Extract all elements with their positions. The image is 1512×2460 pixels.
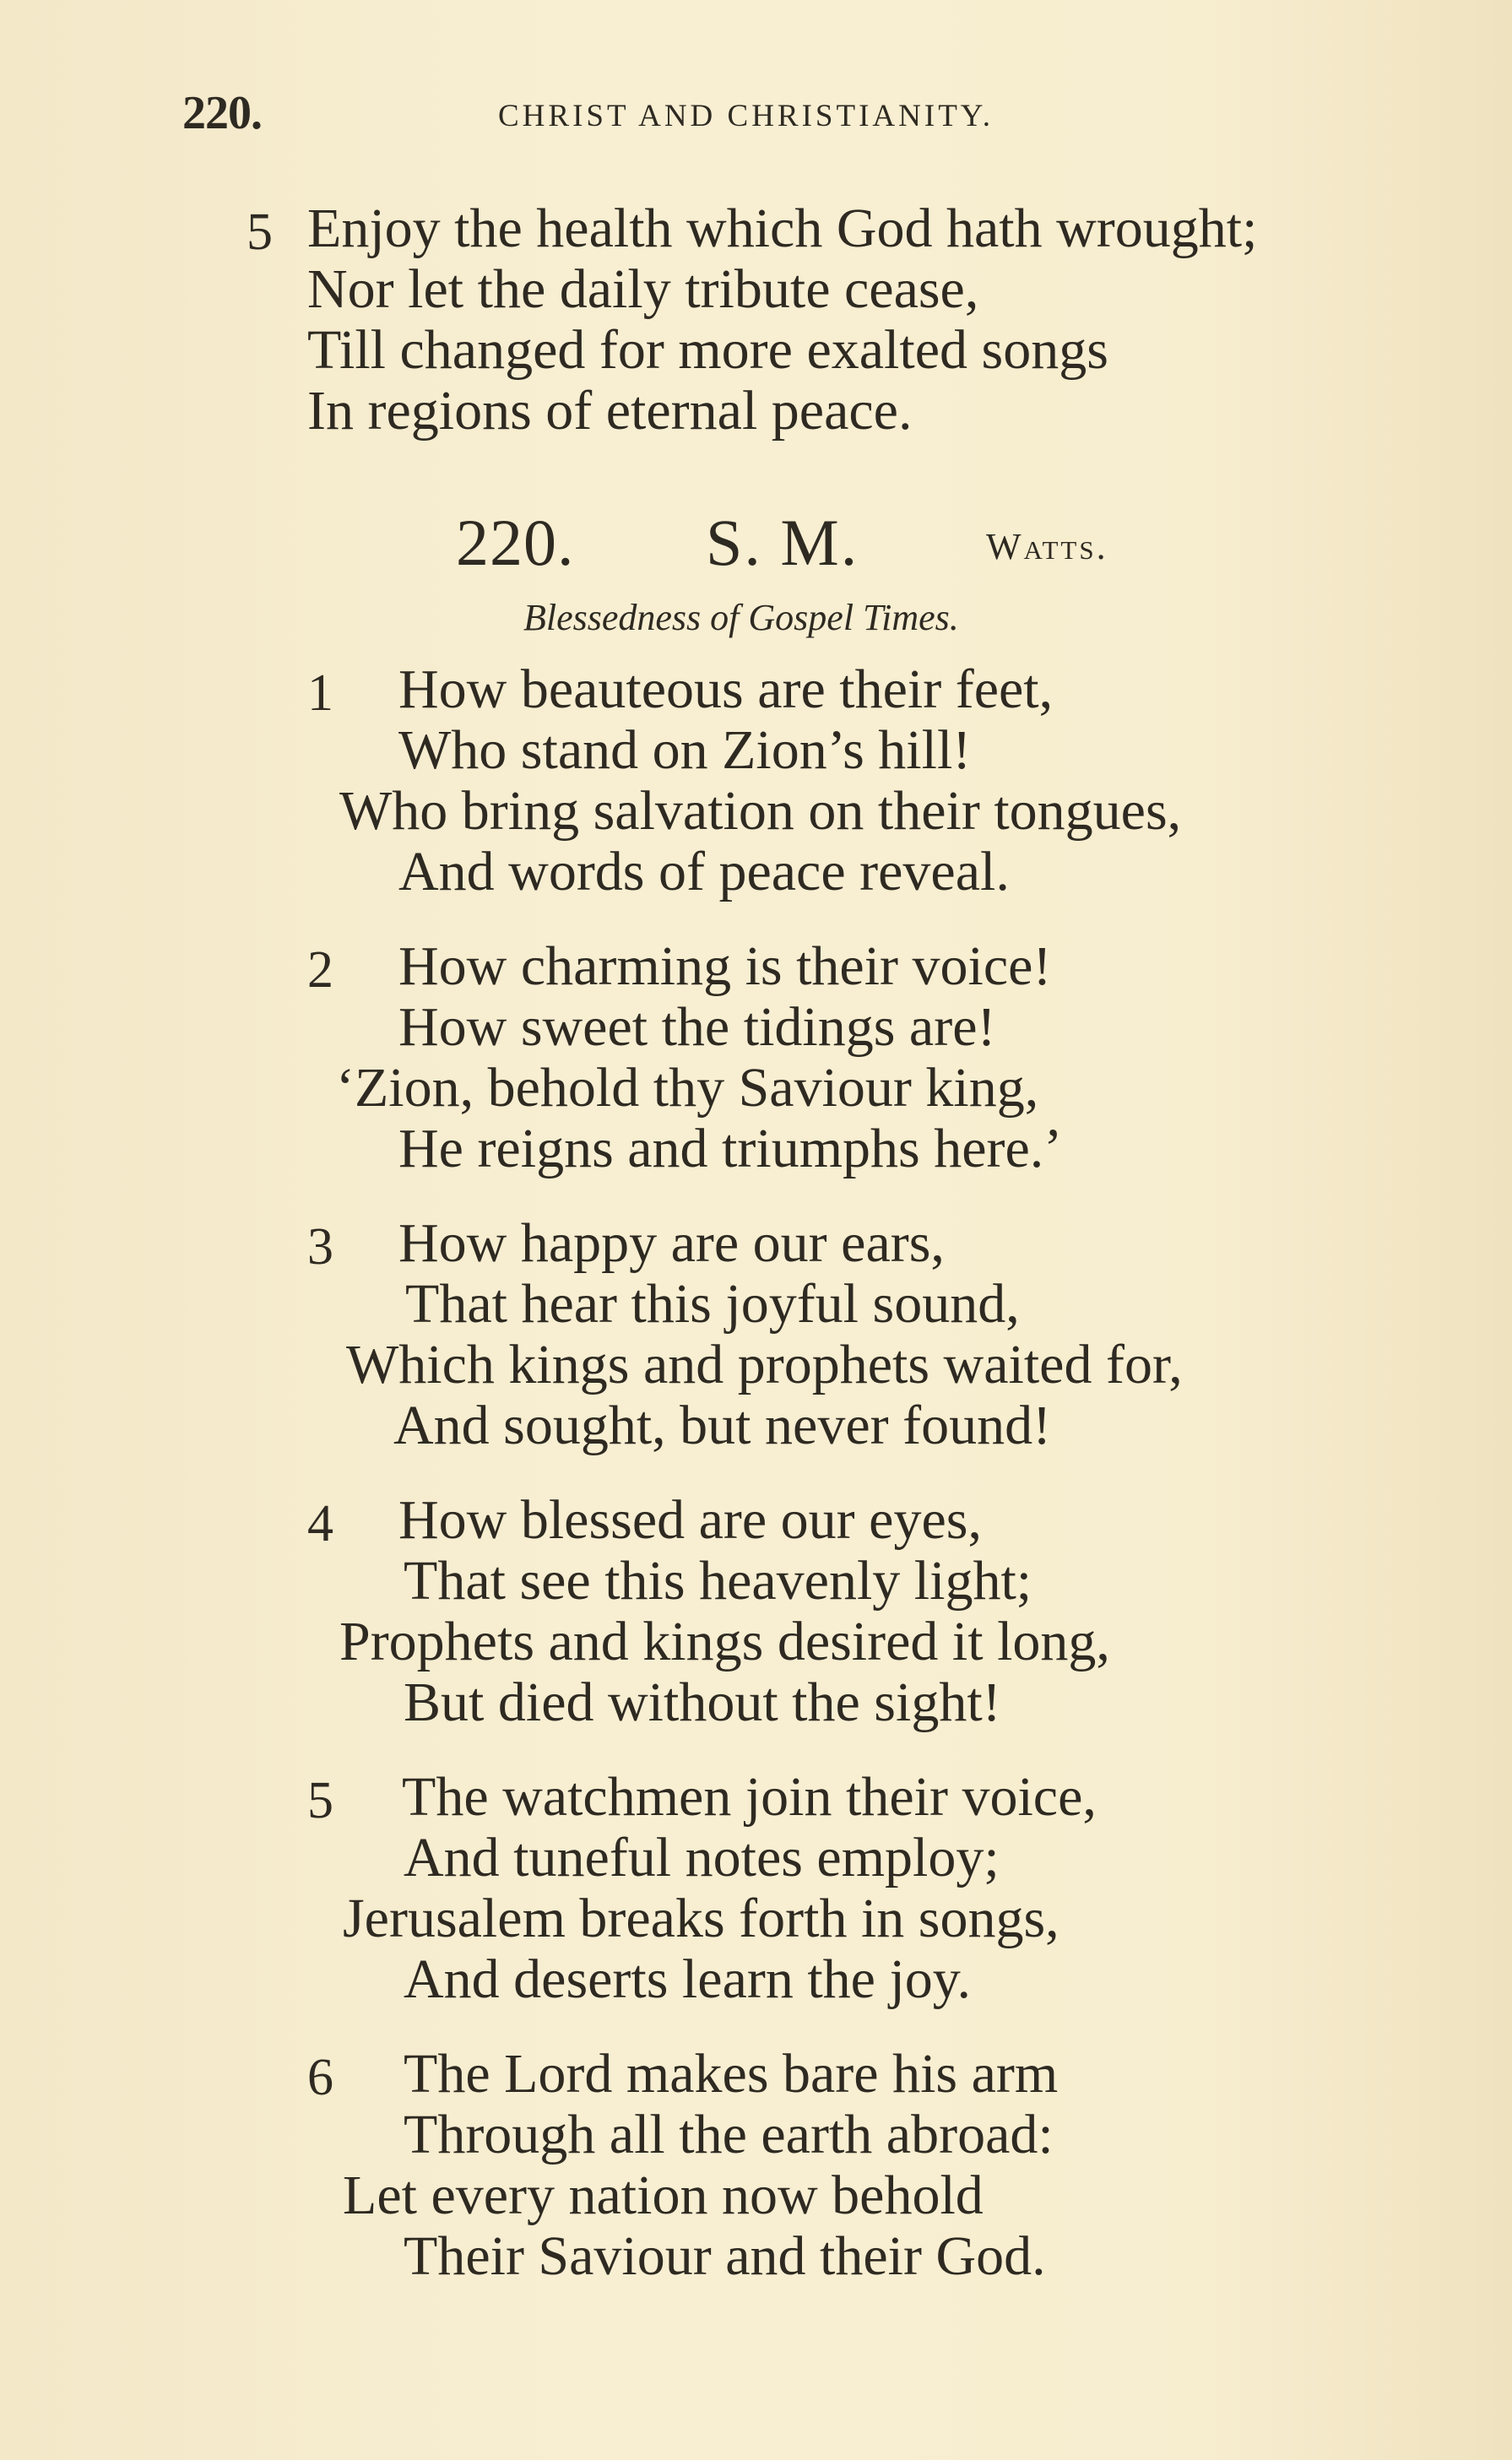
hymn-number: 220. bbox=[456, 506, 575, 579]
verse-line: Who bring salvation on their tongues, bbox=[339, 780, 1182, 842]
stanza-number: 5 bbox=[307, 1772, 333, 1829]
verse-line: The watchmen join their voice, bbox=[402, 1766, 1097, 1828]
stanza-number: 5 bbox=[247, 203, 273, 261]
verse-line: Let every nation now behold bbox=[343, 2165, 984, 2226]
verse-line: How blessed are our eyes, bbox=[398, 1489, 982, 1551]
verse-line: But died without the sight! bbox=[404, 1672, 1001, 1733]
verse-line: Jerusalem breaks forth in songs, bbox=[343, 1888, 1059, 1949]
verse-line: Their Saviour and their God. bbox=[404, 2225, 1046, 2287]
verse-line: Nor let the daily tribute cease, bbox=[307, 258, 979, 320]
verse-line: The Lord makes bare his arm bbox=[404, 2043, 1059, 2105]
page-number: 220. bbox=[182, 87, 262, 139]
verse-line: Which kings and prophets waited for, bbox=[346, 1334, 1183, 1395]
verse-line: Who stand on Zion’s hill! bbox=[398, 719, 972, 781]
verse-line: How sweet the tidings are! bbox=[398, 996, 996, 1058]
hymn-meter: S. M. bbox=[706, 506, 859, 579]
stanza-number: 4 bbox=[307, 1495, 333, 1552]
verse-line: Enjoy the health which God hath wrought; bbox=[307, 198, 1258, 259]
stanza-number: 6 bbox=[307, 2049, 333, 2106]
verse-line: Till changed for more exalted songs bbox=[307, 319, 1108, 381]
verse-line: How beauteous are their feet, bbox=[398, 658, 1054, 720]
verse-line: ‘Zion, behold thy Saviour king, bbox=[336, 1057, 1039, 1119]
verse-line: And words of peace reveal. bbox=[398, 841, 1010, 902]
verse-line: Through all the earth abroad: bbox=[404, 2104, 1054, 2165]
verse-line: He reigns and triumphs here.’ bbox=[398, 1118, 1063, 1179]
verse-line: Prophets and kings desired it long, bbox=[339, 1611, 1110, 1672]
stanza-number: 2 bbox=[307, 941, 333, 999]
stanza-number: 1 bbox=[307, 664, 333, 722]
verse-line: That hear this joyful sound, bbox=[405, 1273, 1020, 1335]
verse-line: How happy are our ears, bbox=[398, 1212, 945, 1274]
running-title: CHRIST AND CHRISTIANITY. bbox=[498, 99, 994, 133]
stanza-number: 3 bbox=[307, 1218, 333, 1276]
verse-line: And tuneful notes employ; bbox=[404, 1827, 1000, 1888]
verse-line: How charming is their voice! bbox=[398, 935, 1052, 997]
verse-line: And sought, but never found! bbox=[393, 1395, 1052, 1456]
verse-line: And deserts learn the joy. bbox=[404, 1948, 972, 2010]
hymn-title: Blessedness of Gospel Times. bbox=[523, 597, 959, 638]
verse-line: That see this heavenly light; bbox=[404, 1550, 1032, 1612]
hymn-author: Watts. bbox=[986, 526, 1108, 567]
verse-line: In regions of eternal peace. bbox=[307, 380, 913, 442]
